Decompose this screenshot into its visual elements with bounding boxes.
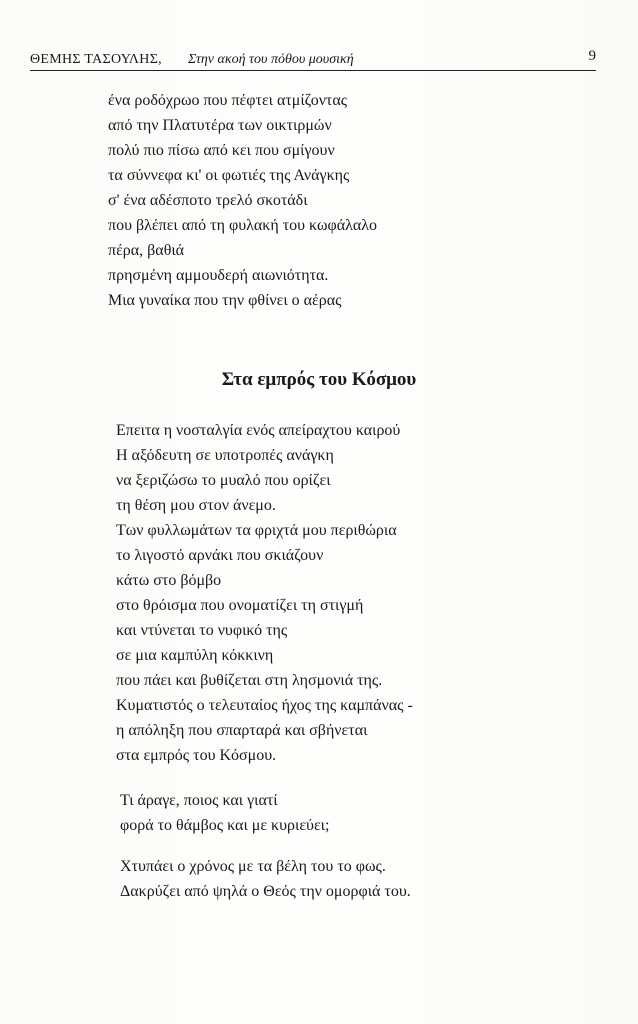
poem-line: και ντύνεται το νυφικό της <box>116 622 288 639</box>
poem-line: κάτω στο βόμβο <box>116 572 222 589</box>
poem-line: Κυματιστός ο τελευταίος ήχος της καμπάνας - <box>116 697 413 714</box>
poem-line: φορά το θάμβος και με κυριεύει; <box>120 817 330 834</box>
stanza-4 <box>120 854 411 904</box>
poem-line: η απόληξη που σπαρταρά και σβήνεται <box>116 722 368 739</box>
poem-line: Των φυλλωμάτων τα φριχτά μου περιθώρια <box>116 522 397 539</box>
poem-line: τη θέση μου στον άνεμο. <box>116 497 276 514</box>
poem-line: Δακρύζει από ψηλά ο Θεός την ομορφιά του. <box>120 883 411 900</box>
poem-line: σε μια καμπύλη κόκκινη <box>116 647 274 664</box>
poem-line: που βλέπει από τη φυλακή του κωφάλαλο <box>108 217 378 234</box>
poem-line: Επειτα η νοσταλγία ενός απείραχτου καιρού <box>116 422 401 439</box>
header-rule <box>30 70 596 71</box>
poem-line: σ' ένα αδέσποτο τρελό σκοτάδι <box>108 192 308 209</box>
running-header <box>30 48 596 72</box>
poem-line: Μια γυναίκα που την φθίνει ο αέρας <box>108 292 342 309</box>
poem-line: ένα ροδόχρωο που πέφτει ατμίζοντας <box>108 92 348 109</box>
poem-line: Η αξόδευτη σε υποτροπές ανάγκη <box>116 447 334 464</box>
poem-line: το λιγοστό αρνάκι που σκιάζουν <box>116 547 324 564</box>
page-number: 9 <box>588 48 596 64</box>
poem-title: Στα εμπρός του Κόσμου <box>221 369 417 390</box>
poem-line: Τι άραγε, ποιος και γιατί <box>120 792 278 809</box>
poem-line: Χτυπάει ο χρόνος με τα βέλη του το φως. <box>120 858 386 875</box>
poem-line: τα σύννεφα κι' οι φωτιές της Ανάγκης <box>108 167 350 184</box>
header-author: ΘΕΜΗΣ ΤΑΣΟΥΛΗΣ, <box>30 52 162 67</box>
poem-line: να ξεριζώσω το μυαλό που ορίζει <box>116 472 331 489</box>
poem-line: πολύ πιο πίσω από κει που σμίγουν <box>108 142 335 159</box>
stanza-3 <box>120 788 329 838</box>
poem-line: που πάει και βυθίζεται στη λησμονιά της. <box>116 672 383 689</box>
poem-line: στα εμπρός του Κόσμου. <box>116 747 277 764</box>
header-book-title: Στην ακοή του πόθου μουσική <box>188 52 354 67</box>
poem-line: στο θρόισμα που ονοματίζει τη στιγμή <box>116 597 364 614</box>
stanza-2 <box>116 418 413 768</box>
poem-line: από την Πλατυτέρα των οικτιρμών <box>108 117 332 134</box>
stanza-1 <box>108 88 377 313</box>
poem-line: πρησμένη αμμουδερή αιωνιότητα. <box>108 267 329 284</box>
poem-line: πέρα, βαθιά <box>108 242 185 259</box>
